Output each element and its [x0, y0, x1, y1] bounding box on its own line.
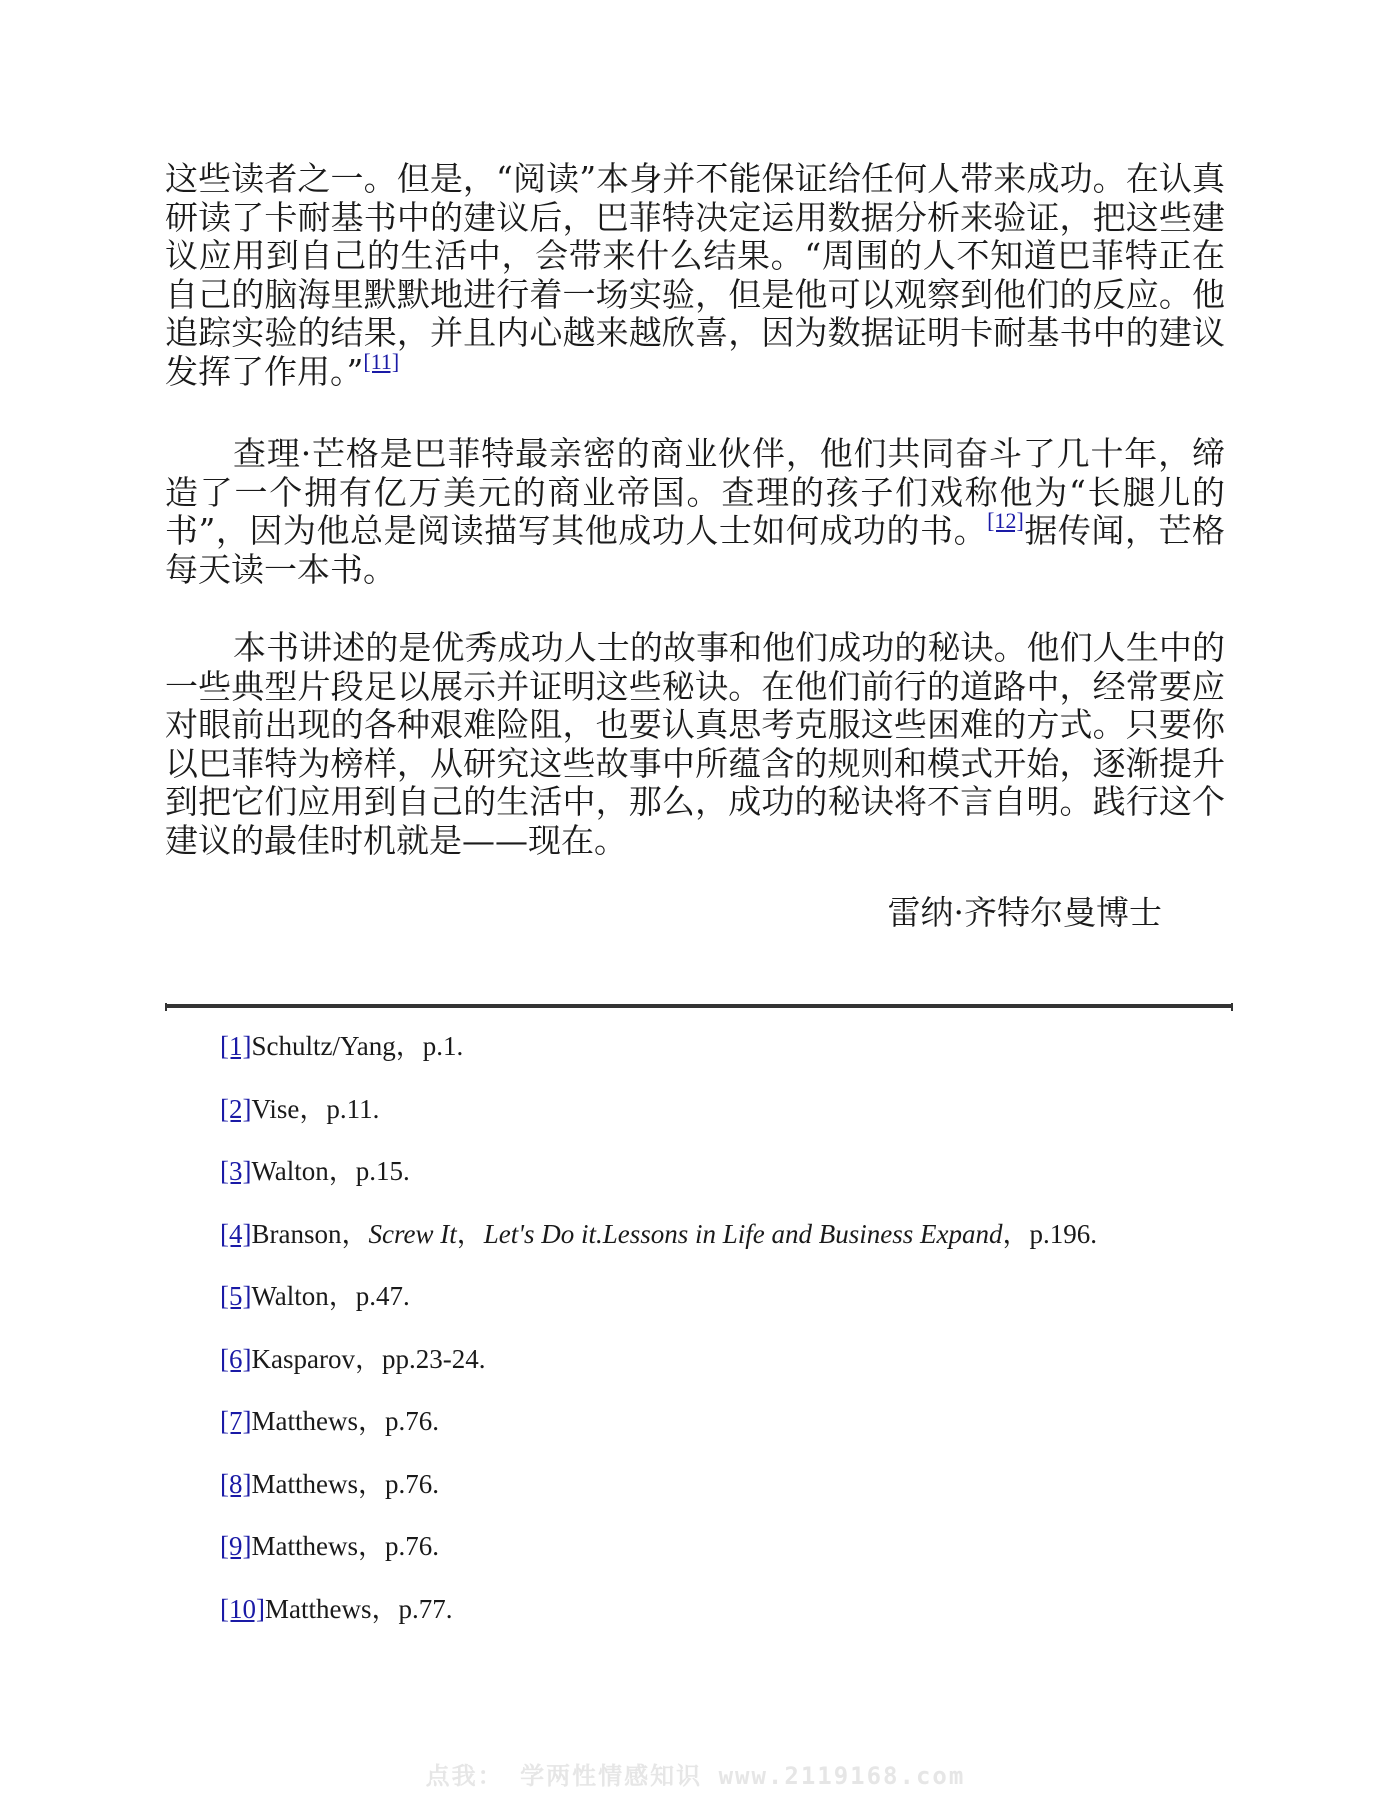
footnote-link-2[interactable]: [2]: [220, 1093, 252, 1124]
footnote-6: [220, 1341, 1220, 1404]
paragraph-1-text: 这些读者之一。但是，“阅读”本身并不能保证给任何人带来成功。在认真研读了卡耐基书中的建议后，巴菲特决定运用数据分析来验证，把这些建议应用到自己的生活中，会带来什么结果。“周围的人不知道巴菲特正在自己的脑海里默默地进行着一场实验，但是他可以观察到他们的反应。他追踪实验的结果，并且内心越来越欣喜，因为数据证明卡耐基书中的建议发挥了作用。”: [165, 159, 1225, 391]
footnote-text: Schultz/Yang，p.1.: [251, 1031, 464, 1061]
footnote-text: Walton，p.15.: [251, 1156, 410, 1186]
paragraph-1: [165, 160, 1225, 391]
footnote-text-post: ，p.196.: [1002, 1218, 1098, 1249]
paragraph-2-text-before: 查理·芒格是巴菲特最亲密的商业伙伴，他们共同奋斗了几十年，缔造了一个拥有亿万美元的商业帝国。查理的孩子们戏称他为“长腿儿的书”，因为他总是阅读描写其他成功人士如何成功的书。: [165, 434, 1225, 550]
main-text: [165, 160, 1225, 932]
paragraph-2: [165, 435, 1225, 589]
footnote-link-10[interactable]: [10]: [220, 1593, 265, 1624]
footnote-2: [220, 1091, 1220, 1154]
footnote-link-1[interactable]: [1]: [220, 1031, 252, 1061]
footnote-text: Walton，p.47.: [251, 1281, 410, 1311]
author-signature: 雷纳·齐特尔曼博士: [887, 893, 1162, 932]
paragraph-2-text-after: 据传闻，芒格每天读一本书。: [165, 511, 1225, 589]
paragraph-3: [165, 629, 1225, 860]
footnote-link-4[interactable]: [4]: [220, 1218, 252, 1249]
footnote-text: Matthews，p.76.: [251, 1468, 439, 1499]
footnote-book-title-part2: Let's Do it.Lessons in Life and Business Expand: [483, 1218, 1003, 1249]
footnote-link-7[interactable]: [7]: [220, 1406, 252, 1436]
footnote-ref-11[interactable]: [11]: [363, 348, 400, 374]
footnote-4: [220, 1216, 1220, 1279]
footnote-3: [220, 1153, 1220, 1216]
footnote-text-pre: Branson，: [251, 1218, 369, 1249]
footnote-1: [220, 1028, 1220, 1091]
footnote-text: Matthews，p.77.: [264, 1593, 453, 1624]
footnote-link-6[interactable]: [6]: [220, 1343, 252, 1374]
footnote-divider: [165, 1004, 1233, 1008]
footnote-text: Kasparov，pp.23-24.: [251, 1343, 486, 1374]
paragraph-3-text: 本书讲述的是优秀成功人士的故事和他们成功的秘诀。他们人生中的一些典型片段足以展示并证明这些秘诀。在他们前行的道路中，经常要应对眼前出现的各种艰难险阻，也要认真思考克服这些困难的方式。只要你以巴菲特为榜样，从研究这些故事中所蕴含的规则和模式开始，逐渐提升到把它们应用到自己的生活中，那么，成功的秘诀将不言自明。践行这个建议的最佳时机就是——现在。: [165, 628, 1225, 860]
footnote-link-8[interactable]: [8]: [220, 1468, 252, 1499]
footnote-link-3[interactable]: [3]: [220, 1156, 252, 1186]
footnote-10: [220, 1591, 1220, 1654]
footnote-text: Matthews，p.76.: [251, 1531, 439, 1561]
footnote-book-title-part1: Screw It: [368, 1218, 457, 1249]
footnote-link-5[interactable]: [5]: [220, 1281, 252, 1311]
footnotes-list: [220, 1028, 1220, 1653]
footnote-7: [220, 1403, 1220, 1466]
footnote-text: Matthews，p.76.: [251, 1406, 439, 1436]
footnote-9: [220, 1528, 1220, 1591]
footnote-link-9[interactable]: [9]: [220, 1531, 252, 1561]
footnote-text: Vise，p.11.: [251, 1093, 380, 1124]
watermark: 点我： 学两性情感知识 www.2119168.com: [425, 1762, 966, 1790]
footnote-ref-12[interactable]: [12]: [987, 508, 1024, 533]
footnote-text-mid: ，: [456, 1218, 484, 1249]
footnote-8: [220, 1466, 1220, 1529]
footnote-5: [220, 1278, 1220, 1341]
